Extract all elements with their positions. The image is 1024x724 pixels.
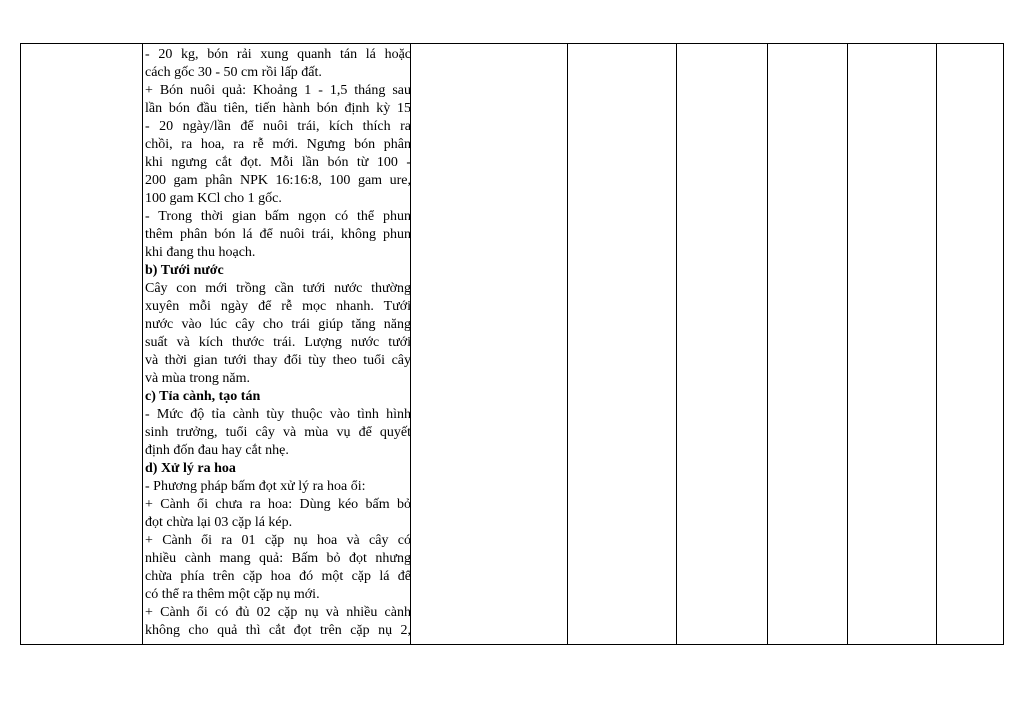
text-line: 100 gam KCl cho 1 gốc. [145,191,282,206]
section-heading: b) Tưới nước [145,263,224,278]
text-line: - 20 ngày/lần để nuôi trái, kích thích ra [145,119,411,134]
text-line: nước vào lúc cây cho trái giúp tăng năng [145,317,411,332]
document-table [20,43,1004,645]
text-line: thêm phân bón lá để nuôi trái, không phun [145,227,411,242]
text-line: xuyên mỗi ngày để rễ mọc nhanh. Tưới [145,299,411,314]
text-line: chồi, ra hoa, ra rễ mới. Ngưng bón phân [145,137,411,152]
text-line: nhiều cành mang quả: Bấm bỏ đọt nhưng [145,551,411,566]
text-line: và thời gian tưới thay đổi tùy theo tuổi cây [145,353,411,368]
text-line: cách gốc 30 - 50 cm rồi lấp đất. [145,65,322,80]
text-line: + Bón nuôi quả: Khoảng 1 - 1,5 tháng sau [145,83,411,98]
text-line: + Cành ổi chưa ra hoa: Dùng kéo bấm bỏ [145,497,411,512]
text-line: và mùa trong năm. [145,371,250,386]
column-divider [767,44,768,644]
text-line: + Cành ổi có đủ 02 cặp nụ và nhiều cành [145,605,411,620]
text-line: lần bón đầu tiên, tiến hành bón định kỳ 15 [145,101,411,116]
section-heading: d) Xử lý ra hoa [145,461,236,476]
column-divider [676,44,677,644]
text-line: - Phương pháp bấm đọt xử lý ra hoa ổi: [145,479,366,494]
text-line: định đốn đau hay cắt nhẹ. [145,443,289,458]
text-line: - Trong thời gian bấm ngọn có thể phun [145,209,411,224]
text-line: Cây con mới trồng cần tưới nước thường [145,281,411,296]
column-divider [567,44,568,644]
text-line: - 20 kg, bón rải xung quanh tán lá hoặc [145,47,411,62]
text-line: khi ngưng cắt đọt. Mỗi lần bón từ 100 - [145,155,411,170]
table-cell-content [145,46,411,640]
column-divider [142,44,143,644]
column-divider [936,44,937,644]
text-line: - Mức độ tỉa cành tùy thuộc vào tình hình [145,407,411,422]
column-divider [847,44,848,644]
text-line: sinh trưởng, tuổi cây và mùa vụ để quyết [145,425,411,440]
text-line: chừa phía trên cặp hoa đó một cặp lá để [145,569,411,584]
text-line: + Cành ổi ra 01 cặp nụ hoa và cây có [145,533,411,548]
section-heading: c) Tỉa cành, tạo tán [145,389,261,404]
text-line: có thể ra thêm một cặp nụ mới. [145,587,320,602]
text-line: 200 gam phân NPK 16:16:8, 100 gam ure, [145,173,411,188]
text-line: suất và kích thước trái. Lượng nước tưới [145,335,411,350]
text-line: đọt chừa lại 03 cặp lá kép. [145,515,293,530]
text-line: khi đang thu hoạch. [145,245,256,260]
text-line: không cho quả thì cắt đọt trên cặp nụ 2, [145,623,411,638]
